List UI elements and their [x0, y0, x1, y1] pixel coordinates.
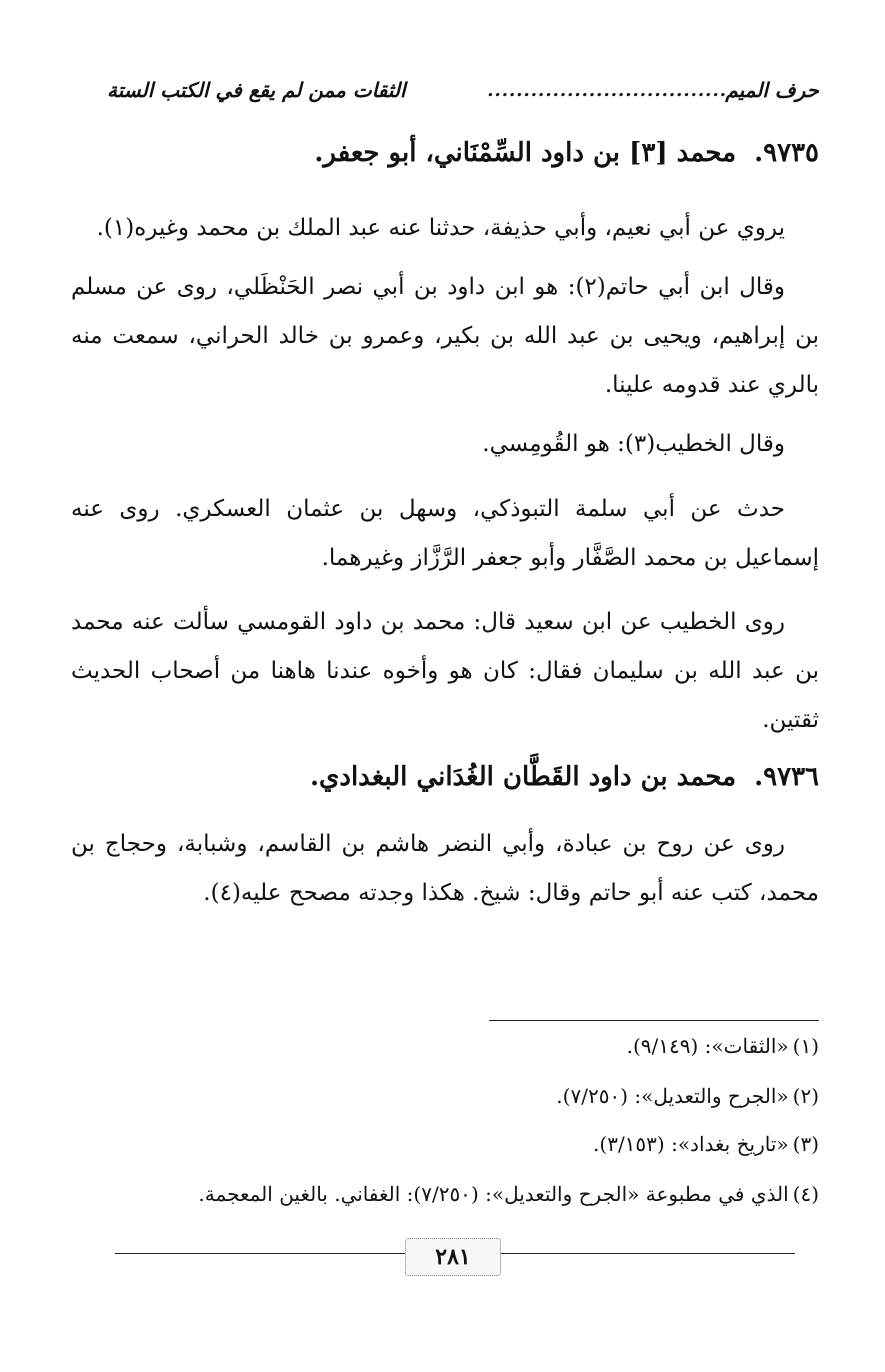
header-leader-dots: ................................. — [487, 80, 727, 101]
entry-paragraph: حدث عن أبي سلمة التبوذكي، وسهل بن عثمان العسكري. روى عنه إسماعيل بن محمد الصَّفَّار وأبو جعفر الرَّزَّاز وغيرهما. — [71, 496, 819, 571]
bottom-rule-right — [499, 1253, 795, 1254]
entry-number: ٩٧٣٥. — [754, 138, 819, 168]
footnote-text: الذي في مطبوعة «الجرح والتعديل»: (٧/٢٥٠): الغفاني. بالغين المعجمة. — [198, 1182, 789, 1206]
entry-heading — [310, 762, 819, 792]
footnote-text: «الثقات»: (٩/١٤٩). — [626, 1034, 789, 1058]
footnote-divider — [489, 1020, 819, 1021]
entry-name: محمد [٣] بن داود السِّمْنَاني، أبو جعفر. — [314, 138, 737, 168]
entry-number: ٩٧٣٦. — [754, 762, 819, 792]
entry-paragraph: روى الخطيب عن ابن سعيد قال: محمد بن داود القومسي سألت عنه محمد بن عبد الله بن سليمان فقال: كان هو وأخوه عندنا هاهنا من أصحاب الحديث ثقتين. — [71, 609, 819, 733]
page-number: ٢٨١ — [405, 1238, 501, 1276]
footnote-number: (٤) — [792, 1182, 819, 1206]
footnote-number: (٢) — [792, 1084, 819, 1108]
footnote-text: «تاريخ بغداد»: (٣/١٥٣). — [593, 1132, 789, 1156]
footnote — [627, 1034, 819, 1058]
header-section-title: حرف الميم — [725, 78, 819, 102]
entry-paragraph: وقال ابن أبي حاتم(٢): هو ابن داود بن أبي نصر الحَنْظَلي، روى عن مسلم بن إبراهيم، ويحيى بن عبد الله بن بكير، وعمرو بن خالد الحراني، سمعت منه بالري عند قدومه علينا. — [71, 274, 819, 398]
entry-heading — [314, 138, 819, 168]
entry-paragraph: يروي عن أبي نعيم، وأبي حذيفة، حدثنا عنه عبد الملك بن محمد وغيره(١). — [96, 215, 785, 241]
footnote-number: (١) — [792, 1034, 819, 1058]
entry-paragraph: روى عن روح بن عبادة، وأبي النضر هاشم بن القاسم، وشبابة، وحجاج بن محمد، كتب عنه أبو حاتم وقال: شيخ. هكذا وجدته مصحح عليه(٤). — [71, 831, 819, 906]
entry-name: محمد بن داود القَطَّان الغُدَاني البغدادي. — [309, 762, 737, 792]
footnote — [593, 1132, 819, 1156]
bottom-rule-left — [115, 1253, 417, 1254]
footnote — [198, 1182, 819, 1206]
footnote-text: «الجرح والتعديل»: (٧/٢٥٠). — [556, 1084, 789, 1108]
running-header — [107, 78, 819, 108]
entry-paragraph: وقال الخطيب(٣): هو القُومِسي. — [482, 431, 785, 457]
header-book-title: الثقات ممن لم يقع في الكتب الستة — [107, 78, 406, 102]
footnote — [556, 1084, 819, 1108]
footnote-number: (٣) — [792, 1132, 819, 1156]
